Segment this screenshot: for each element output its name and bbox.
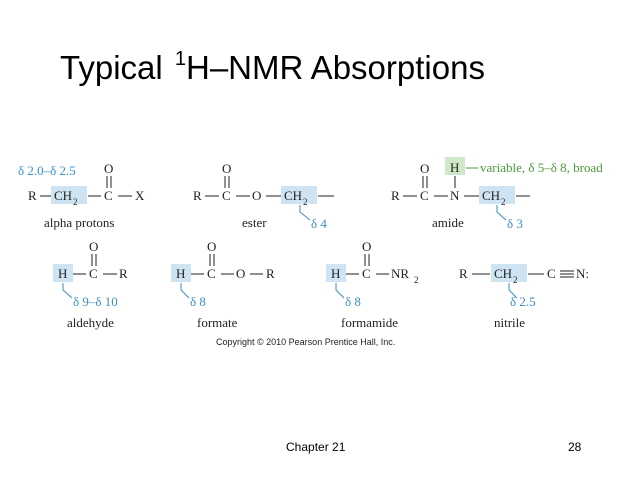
- formate-r-atom: R: [266, 266, 275, 281]
- structure-amide: [391, 157, 603, 231]
- amide-carbonyl-o: O: [420, 161, 430, 176]
- amide-shift-pointer: [497, 205, 506, 220]
- structure-aldehyde: [53, 239, 128, 330]
- nitrile-ch-subscript: 2: [513, 275, 518, 285]
- aldehyde-carbonyl-c: C: [89, 266, 98, 281]
- formamide-carbonyl-o: O: [362, 239, 372, 254]
- formamide-shift-label: δ 8: [345, 294, 361, 309]
- footer-chapter: Chapter 21: [286, 440, 346, 454]
- alpha-caption: alpha protons: [44, 215, 115, 230]
- formate-carbonyl-c: C: [207, 266, 216, 281]
- ester-ch-subscript: 2: [303, 197, 308, 207]
- formamide-carbonyl-c: C: [362, 266, 371, 281]
- ester-shift-pointer: [300, 205, 310, 220]
- amide-shift-label: δ 3: [507, 216, 523, 231]
- amide-carbonyl-c: C: [420, 188, 429, 203]
- nitrile-r-atom: R: [459, 266, 468, 281]
- amide-nh-note: variable, δ 5–δ 8, broad: [480, 160, 603, 175]
- structure-formate: [171, 239, 275, 330]
- copyright-notice: Copyright © 2010 Pearson Prentice Hall, Inc.: [216, 337, 396, 347]
- alpha-x-atom: X: [135, 188, 145, 203]
- formate-caption: formate: [197, 315, 238, 330]
- alpha-carbonyl-o: O: [104, 161, 114, 176]
- ester-r-atom: R: [193, 188, 202, 203]
- aldehyde-caption: aldehyde: [67, 315, 114, 330]
- aldehyde-shift-pointer: [63, 283, 72, 298]
- formamide-caption: formamide: [341, 315, 399, 330]
- alpha-r-atom: R: [28, 188, 37, 203]
- ester-shift-label: δ 4: [311, 216, 327, 231]
- formamide-h-atom: H: [331, 266, 341, 281]
- formamide-nr-atom: NR: [391, 266, 410, 281]
- title-prefix: Typical: [60, 49, 172, 86]
- aldehyde-shift-label: δ 9–δ 10: [73, 294, 118, 309]
- formate-shift-label: δ 8: [190, 294, 206, 309]
- amide-h-atom: H: [450, 160, 460, 175]
- aldehyde-r-atom: R: [119, 266, 128, 281]
- nitrile-n-atom: N:: [576, 266, 589, 281]
- ester-ch-atom: CH: [284, 188, 303, 203]
- alpha-ch-subscript: 2: [73, 197, 78, 207]
- title-superscript: 1: [174, 48, 186, 70]
- formamide-shift-pointer: [336, 283, 344, 298]
- formate-carbonyl-o: O: [207, 239, 217, 254]
- structure-ester: [193, 161, 334, 231]
- nitrile-ch-atom: CH: [494, 266, 513, 281]
- formate-h-atom: H: [176, 266, 186, 281]
- ester-carbonyl-o: O: [222, 161, 232, 176]
- alpha-carbonyl-c: C: [104, 188, 113, 203]
- formate-shift-pointer: [181, 283, 189, 298]
- nitrile-c-atom: C: [547, 266, 556, 281]
- aldehyde-carbonyl-o: O: [89, 239, 99, 254]
- structure-nitrile: [459, 264, 589, 330]
- amide-caption: amide: [432, 215, 464, 230]
- formate-ether-o: O: [236, 266, 246, 281]
- ester-carbonyl-c: C: [222, 188, 231, 203]
- alpha-shift-label: δ 2.0–δ 2.5: [18, 163, 76, 178]
- footer-page-number: 28: [568, 440, 582, 454]
- nitrile-shift-label: δ 2.5: [510, 294, 536, 309]
- aldehyde-h-atom: H: [58, 266, 68, 281]
- amide-ch-subscript: 2: [501, 197, 506, 207]
- ester-ether-o: O: [252, 188, 262, 203]
- structure-alpha-protons: [18, 161, 145, 230]
- title-main: H–NMR Absorptions: [186, 49, 485, 86]
- amide-n-atom: N: [450, 188, 460, 203]
- nitrile-caption: nitrile: [494, 315, 526, 330]
- alpha-ch-atom: CH: [54, 188, 73, 203]
- formamide-nr-subscript: 2: [414, 275, 419, 285]
- structure-formamide: [326, 239, 419, 330]
- amide-r-atom: R: [391, 188, 400, 203]
- ester-caption: ester: [242, 215, 267, 230]
- amide-ch-atom: CH: [482, 188, 501, 203]
